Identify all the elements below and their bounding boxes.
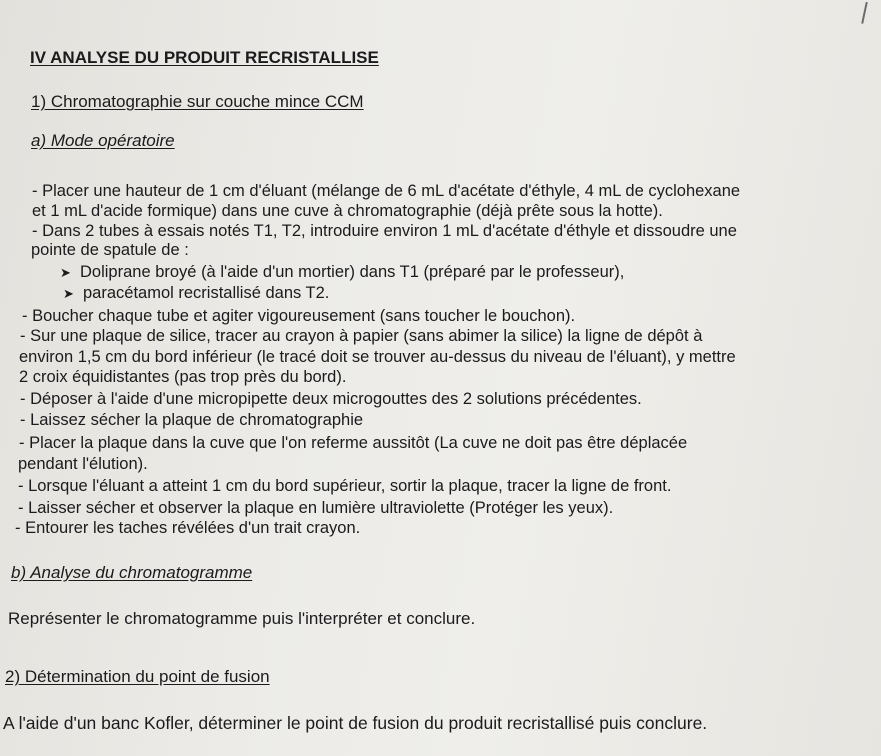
step-2-line-2: pointe de spatule de : [31,241,189,259]
step-1-line-1: - Placer une hauteur de 1 cm d'éluant (mélange de 6 mL d'acétate d'éthyle, 4 mL de cyclohexane [32,182,741,200]
step-2-line-1: - Dans 2 tubes à essais notés T1, T2, introduire environ 1 mL d'acétate d'éthyle et dissoudre une [32,222,737,240]
part1b-instruction: Représenter le chromatogramme puis l'interpréter et conclure. [8,609,476,628]
step-6: - Laissez sécher la plaque de chromatographie [20,411,364,429]
bullet-item-2-text: paracétamol recristallisé dans T2. [83,284,330,302]
part1a-title: a) Mode opératoire [31,131,175,150]
step-4-line-2: environ 1,5 cm du bord inférieur (le tracé doit se trouver au-dessus du niveau de l'éluant), y mettre [19,348,736,366]
step-5: - Déposer à l'aide d'une micropipette deux microgouttes des 2 solutions précédentes. [20,390,642,408]
step-3: - Boucher chaque tube et agiter vigoureusement (sans toucher le bouchon). [22,307,576,325]
step-4-line-1: - Sur une plaque de silice, tracer au crayon à papier (sans abimer la silice) la ligne de dépôt à [20,327,703,345]
step-4-line-3: 2 croix équidistantes (pas trop près du bord). [19,368,347,386]
part2-instruction: A l'aide d'un banc Kofler, déterminer le point de fusion du produit recristallisé puis conclure. [3,713,708,733]
bullet-item-1 [60,262,624,283]
bullet-arrow-icon: ➤ [60,265,71,280]
bullet-arrow-icon: ➤ [63,286,74,301]
step-1-line-2: et 1 mL d'acide formique) dans une cuve à chromatographie (déjà prête sous la hotte). [32,202,663,220]
step-7-line-1: - Placer la plaque dans la cuve que l'on referme aussitôt (La cuve ne doit pas être déplacée [19,434,688,452]
part1-title: 1) Chromatographie sur couche mince CCM [31,92,364,111]
pen-mark [842,0,868,24]
step-10: - Entourer les taches révélées d'un trait crayon. [15,519,361,537]
bullet-item-1-text: Doliprane broyé (à l'aide d'un mortier) dans T1 (préparé par le professeur), [80,263,625,281]
bullet-item-2 [63,283,329,304]
part2-title: 2) Détermination du point de fusion [5,667,270,686]
step-9: - Laisser sécher et observer la plaque en lumière ultraviolette (Protéger les yeux). [18,499,614,517]
step-7-line-2: pendant l'élution). [18,455,148,473]
step-8: - Lorsque l'éluant a atteint 1 cm du bord supérieur, sortir la plaque, tracer la ligne de front. [18,477,672,495]
part1b-title: b) Analyse du chromatogramme [11,563,253,582]
section-title: IV ANALYSE DU PRODUIT RECRISTALLISE [30,48,379,67]
